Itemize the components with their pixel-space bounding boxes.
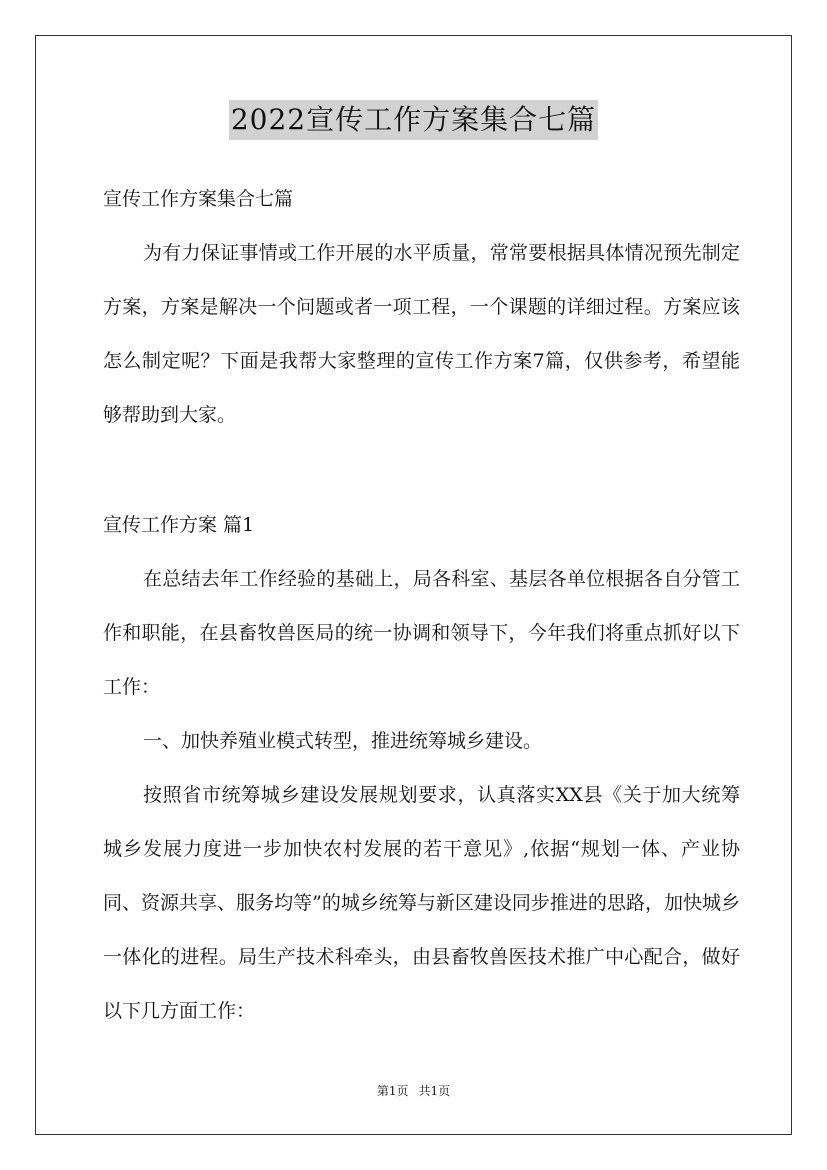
section-heading: 宣传工作方案 篇1 — [103, 514, 255, 536]
title-container — [0, 100, 827, 140]
document-subtitle: 宣传工作方案集合七篇 — [103, 188, 294, 210]
section-spacer — [103, 442, 740, 498]
document-title: 2022宣传工作方案集合七篇 — [229, 100, 598, 140]
section-paragraph: 在总结去年工作经验的基础上，局各科室、基层各单位根据各自分管工作和职能，在县畜牧兽医局的统一协调和领导下，今年我们将重点抓好以下工作： — [103, 568, 740, 698]
intro-paragraph: 为有力保证事情或工作开展的水平质量，常常要根据具体情况预先制定方案，方案是解决一个问题或者一项工程，一个课题的详细过程。方案应该怎么制定呢？下面是我帮大家整理的宣传工作方案7篇，仅供参考，希望能够帮助到大家。 — [103, 242, 740, 426]
document-body — [103, 172, 740, 1038]
section-paragraph-detail: 按照省市统筹城乡建设发展规划要求，认真落实XX县《关于加大统筹城乡发展力度进一步加快农村发展的若干意见》,依据“规划一体、产业协同、资源共享、服务均等”的城乡统筹与新区建设同步推进的思路，加快城乡一体化的进程。局生产技术科牵头，由县畜牧兽医技术推广中心配合，做好以下几方面工作： — [103, 784, 740, 1022]
page-number: 第1页 — [376, 1084, 409, 1098]
section-point-heading: 一、加快养殖业模式转型，推进统筹城乡建设。 — [143, 730, 543, 752]
page-total: 共1页 — [418, 1084, 451, 1098]
page-footer — [0, 1082, 827, 1099]
